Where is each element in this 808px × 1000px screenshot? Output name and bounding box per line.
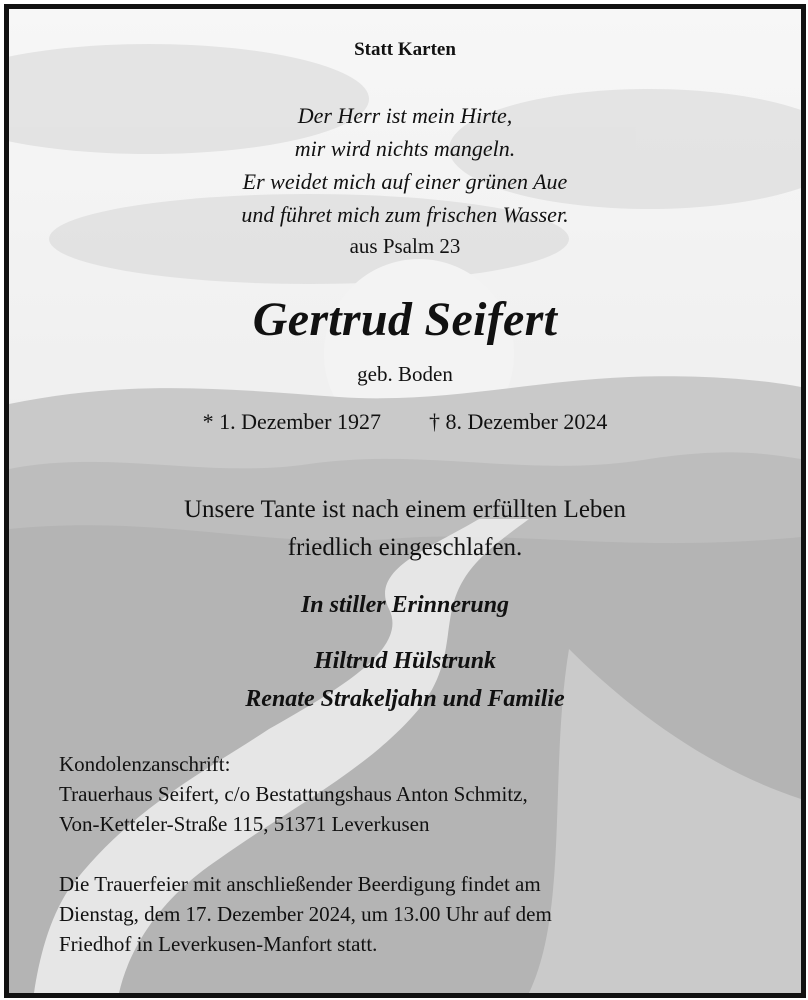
funeral-line: Friedhof in Leverkusen-Manfort statt. — [59, 932, 378, 956]
psalm-line: Der Herr ist mein Hirte, — [297, 103, 513, 128]
psalm-verse — [9, 99, 801, 231]
funeral-line: Dienstag, dem 17. Dezember 2024, um 13.00 Uhr auf dem — [59, 902, 552, 926]
psalm-line: mir wird nichts mangeln. — [294, 136, 516, 161]
mourners-list — [9, 642, 801, 718]
funeral-info — [59, 869, 552, 959]
header-title: Statt Karten — [354, 39, 456, 60]
message — [9, 491, 801, 567]
deceased-name: Gertrud Seifert — [252, 293, 558, 346]
birth-date: * 1. Dezember 1927 — [202, 409, 381, 434]
life-dates — [9, 409, 801, 435]
psalm-source: aus Psalm 23 — [349, 234, 461, 258]
message-line: friedlich eingeschlafen. — [287, 534, 523, 561]
funeral-line: Die Trauerfeier mit anschließender Beerdigung findet am — [59, 872, 541, 896]
psalm-line: und führet mich zum frischen Wasser. — [241, 202, 569, 227]
condolence-line: Von-Ketteler-Straße 115, 51371 Leverkusen — [59, 812, 430, 836]
condolence-address — [59, 749, 528, 839]
mourner-name: Hiltrud Hülstrunk — [313, 648, 497, 674]
mourner-name: Renate Strakeljahn und Familie — [245, 686, 565, 712]
birth-name: geb. Boden — [357, 362, 453, 386]
obituary-notice — [4, 4, 806, 998]
psalm-line: Er weidet mich auf einer grünen Aue — [242, 169, 568, 194]
memory-heading: In stiller Erinnerung — [300, 592, 510, 618]
condolence-line: Trauerhaus Seifert, c/o Bestattungshaus Anton Schmitz, — [59, 782, 528, 806]
condolence-line: Kondolenzanschrift: — [59, 752, 231, 776]
death-date: † 8. Dezember 2024 — [429, 409, 608, 434]
message-line: Unsere Tante ist nach einem erfüllten Leben — [183, 496, 627, 523]
